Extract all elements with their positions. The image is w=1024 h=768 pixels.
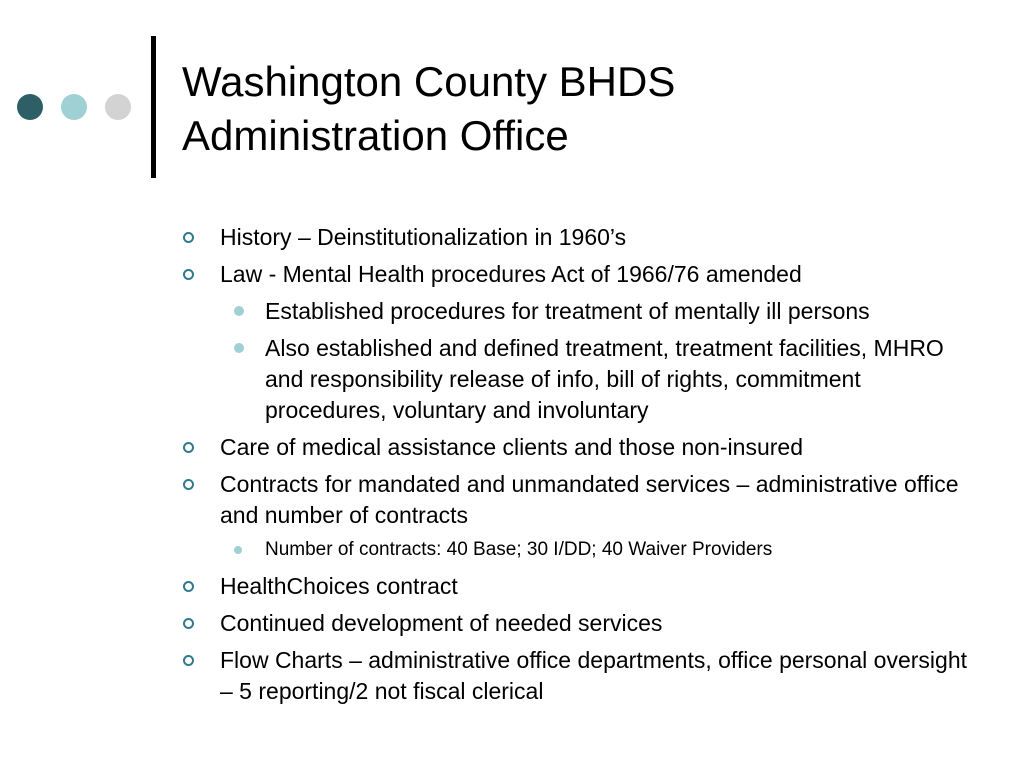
list-item <box>183 645 973 707</box>
sub-list-item <box>183 296 973 327</box>
list-item-text: Care of medical assistance clients and those non-insured <box>220 434 803 460</box>
ring-bullet-icon <box>183 479 194 490</box>
dot-teal-icon <box>61 94 87 120</box>
list-item-text: Law - Mental Health procedures Act of 1966/76 amended <box>220 261 802 287</box>
list-item-text: Continued development of needed services <box>220 610 663 636</box>
sub-list-item-text: Established procedures for treatment of mentally ill persons <box>265 298 870 324</box>
dot-gray-icon <box>105 94 131 120</box>
ring-bullet-icon <box>183 442 194 453</box>
title-line-1: Washington County BHDS <box>182 58 676 105</box>
list-item <box>183 469 973 531</box>
sub-list-item-text: Also established and defined treatment, treatment facilities, MHRO and responsibility release of info, bill of rights, commitment procedures, voluntary and involuntary <box>265 335 944 423</box>
sub-list-item-text: Number of contracts: 40 Base; 30 I/DD; 40 Waiver Providers <box>265 539 773 560</box>
dot-bullet-icon <box>234 306 244 316</box>
ring-bullet-icon <box>183 581 194 592</box>
list-item-text: History – Deinstitutionalization in 1960’s <box>220 224 627 250</box>
list-item-text: Flow Charts – administrative office departments, office personal oversight – 5 reporting/2 not fiscal clerical <box>220 647 968 704</box>
ring-bullet-icon <box>183 232 194 243</box>
title-line-2: Administration Office <box>182 112 569 159</box>
title-divider <box>151 36 156 178</box>
dot-dark-icon <box>17 94 43 120</box>
list-item <box>183 222 973 253</box>
list-item <box>183 571 973 602</box>
slide-title <box>182 55 982 163</box>
list-item <box>183 432 973 463</box>
list-item <box>183 259 973 290</box>
bullet-list <box>183 222 973 713</box>
sub-list-item <box>183 333 973 426</box>
list-item-text: Contracts for mandated and unmandated services – administrative office and number of contracts <box>220 471 959 528</box>
dot-bullet-icon <box>234 343 244 353</box>
ring-bullet-icon <box>183 655 194 666</box>
list-item-text: HealthChoices contract <box>220 573 458 599</box>
ring-bullet-icon <box>183 618 194 629</box>
ring-bullet-icon <box>183 269 194 280</box>
list-item <box>183 608 973 639</box>
sub-list-item <box>183 537 973 563</box>
dot-bullet-icon <box>234 546 242 554</box>
